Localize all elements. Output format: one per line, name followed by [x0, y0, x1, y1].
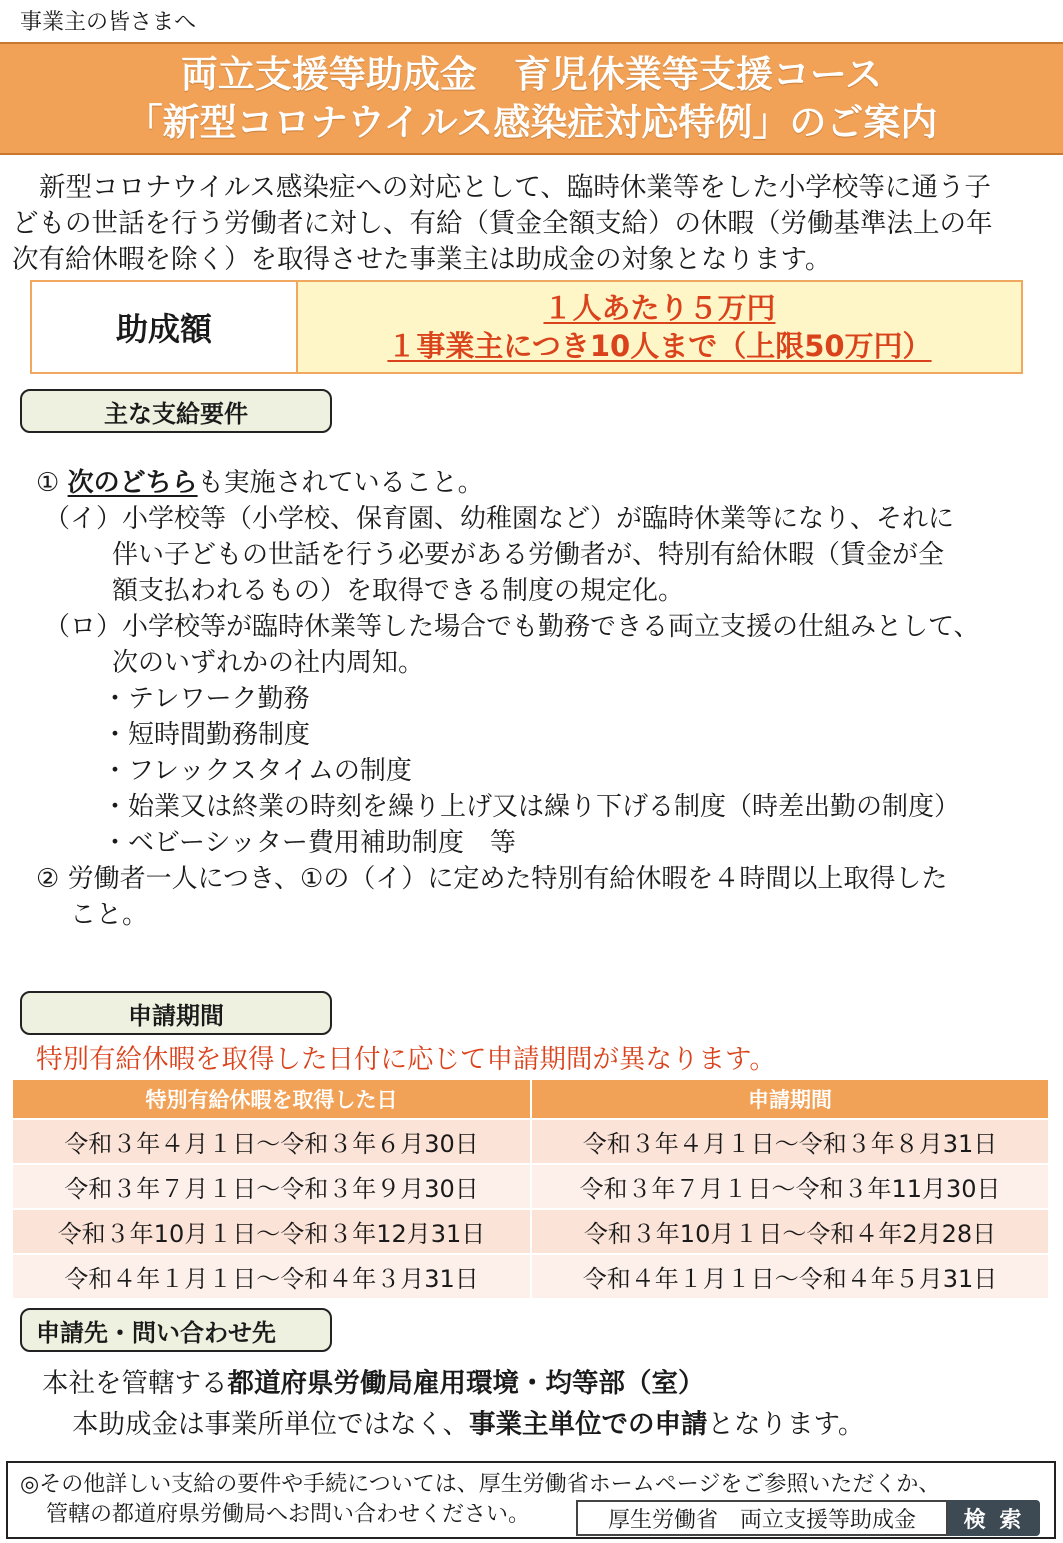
subsidy-amount-value [298, 282, 1021, 372]
table-row [13, 1209, 1049, 1254]
subsidy-amount-label: 助成額 [32, 282, 298, 372]
amount-per-person: １人あたり５万円 [543, 291, 776, 325]
requirement-a-line-3: 額支払われるもの）を取得できる制度の規定化。 [112, 576, 685, 606]
requirement-b [44, 609, 1046, 645]
contact-line-2-emphasis: 事業主単位での申請 [468, 1409, 708, 1440]
requirement-a-label: （イ） [44, 504, 123, 534]
title-line-2: 「新型コロナウイルス感染症対応特例」のご案内 [125, 100, 938, 144]
intro-line-2: どもの世話を行う労働者に対し、有給（賃金全額支給）の休暇（労働基準法上の年 [12, 208, 993, 239]
contact-line-1 [42, 1366, 705, 1402]
table-row [13, 1164, 1049, 1209]
title-line-1: 両立支援等助成金 育児休業等支援コース [180, 52, 883, 96]
requirements-list [36, 465, 1046, 933]
leave-date-cell: 令和４年１月１日～令和４年３月31日 [13, 1254, 531, 1298]
requirement-a-line-1: 小学校等（小学校、保育園、幼稚園など）が臨時休業等になり、それに [122, 504, 955, 534]
application-period-cell: 令和３年７月１日～令和３年11月30日 [531, 1164, 1049, 1209]
leave-date-cell: 令和３年７月１日～令和３年９月30日 [13, 1164, 531, 1209]
table-row [13, 1254, 1049, 1298]
contact-line-2 [72, 1407, 864, 1443]
requirement-b-line-2: 次のいずれかの社内周知。 [112, 648, 425, 678]
bullet-item: ・フレックスタイムの制度 [102, 756, 412, 786]
audience-label: 事業主の皆さまへ [20, 10, 197, 35]
title-banner [0, 42, 1063, 155]
footer-note-line-2: 管轄の都道府県労働局へお問い合わせください。 [46, 1502, 531, 1527]
subsidy-amount-box [30, 280, 1023, 374]
application-period-cell: 令和３年10月１日～令和４年2月28日 [531, 1209, 1049, 1254]
application-period-cell: 令和３年４月１日～令和３年８月31日 [531, 1119, 1049, 1164]
requirement-2 [36, 861, 1046, 897]
contact-heading: 申請先・問い合わせ先 [20, 1308, 332, 1352]
leave-date-cell: 令和３年４月１日～令和３年６月30日 [13, 1119, 531, 1164]
period-table [13, 1080, 1050, 1298]
requirement-1 [36, 465, 1046, 501]
requirement-b-line-1: 小学校等が臨時休業等した場合でも勤務できる両立支援の仕組みとして、 [122, 612, 980, 642]
column-header-application-period: 申請期間 [531, 1080, 1049, 1119]
contact-line-2-end: となります。 [707, 1409, 865, 1440]
requirement-2-line-2: こと。 [70, 900, 149, 930]
contact-office: 都道府県労働局雇用環境・均等部（室） [227, 1368, 705, 1399]
column-header-leave-date: 特別有給休暇を取得した日 [13, 1080, 531, 1119]
bullet-item: ・テレワーク勤務 [102, 684, 310, 714]
amount-limit: １事業主につき10人まで（上限50万円） [387, 329, 932, 363]
requirement-2-number: ② [36, 864, 60, 894]
leave-date-cell: 令和３年10月１日～令和３年12月31日 [13, 1209, 531, 1254]
requirement-1-emphasis: 次のどちら [67, 468, 198, 498]
application-period-cell: 令和４年１月１日～令和４年５月31日 [531, 1254, 1049, 1298]
bullet-item: ・ベビーシッター費用補助制度 等 [102, 828, 516, 858]
contact-line-2-text: 本助成金は事業所単位ではなく、 [72, 1409, 469, 1440]
contact-line-1-text: 本社を管轄する [42, 1368, 228, 1399]
intro-line-3: 次有給休暇を除く）を取得させた事業主は助成金の対象となります。 [12, 244, 832, 275]
requirement-1-text: も実施されていること。 [197, 468, 484, 498]
footer-note-line-1: ◎その他詳しい支給の要件や手続については、厚生労働省ホームページをご参照いただくか、 [20, 1472, 941, 1497]
intro-line-1: 新型コロナウイルス感染症への対応として、臨時休業等をした小学校等に通う子 [39, 172, 991, 203]
requirement-2-line-1: 労働者一人につき、①の（イ）に定めた特別有給休暇を４時間以上取得した [67, 864, 948, 894]
period-note: 特別有給休暇を取得した日付に応じて申請期間が異なります。 [36, 1044, 776, 1075]
period-table-header [13, 1080, 1049, 1119]
bullet-item: ・短時間勤務制度 [102, 720, 311, 750]
search-query-text: 厚生労働省 両立支援等助成金 [607, 1507, 916, 1533]
search-button[interactable]: 検 索 [948, 1500, 1040, 1536]
intro-paragraph [12, 170, 1052, 278]
table-row [13, 1119, 1049, 1164]
requirement-1-number: ① [36, 468, 60, 498]
period-heading: 申請期間 [20, 991, 332, 1035]
requirement-b-label: （ロ） [44, 612, 123, 642]
bullet-item: ・始業又は終業の時刻を繰り上げ又は繰り下げる制度（時差出勤の制度） [102, 792, 961, 822]
search-query-box[interactable] [576, 1500, 948, 1536]
requirement-a-line-2: 伴い子どもの世話を行う必要がある労働者が、特別有給休暇（賃金が全 [112, 540, 945, 570]
requirement-a [44, 501, 1046, 537]
requirements-heading: 主な支給要件 [20, 389, 332, 433]
